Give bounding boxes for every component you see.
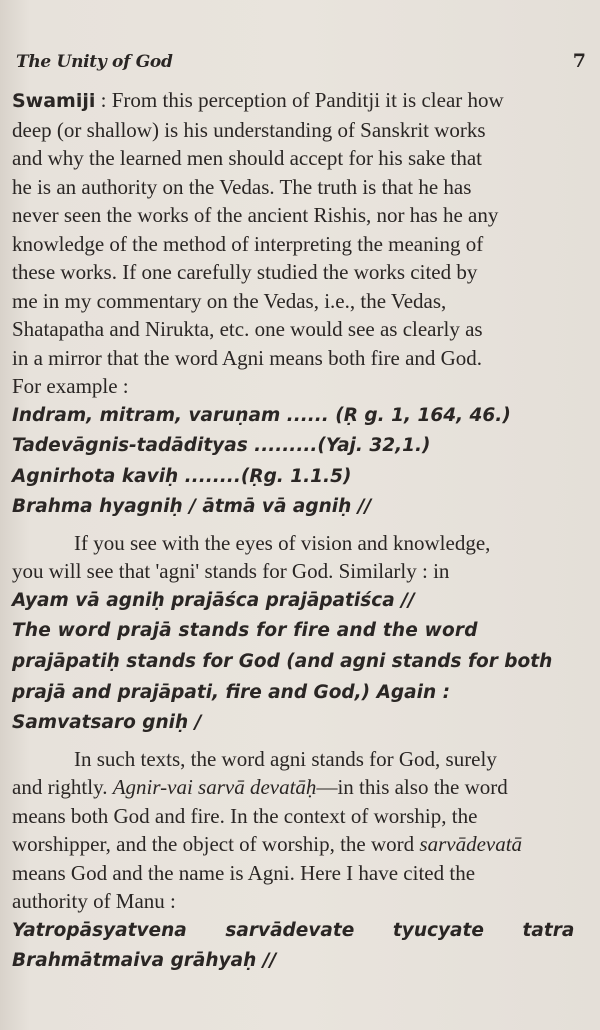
sanskrit-quote: Yatropāsyatvena sarvādevate tyucyate tatra [12, 919, 575, 941]
text-line: means both God and fire. In the context of worship, the [12, 803, 478, 828]
page-number: 7 [572, 50, 586, 72]
text-line: Swamiji : From this perception of Panditji it is clear how [12, 88, 504, 112]
inline-sanskrit: Agnir-vai sarvā devatāḥ [112, 775, 317, 800]
sanskrit-quotes-1 [12, 401, 586, 523]
text-line: and rightly. Agnir-vai sarvā devatāḥ—in this also the word [12, 775, 508, 800]
text-line: me in my commentary on the Vedas, i.e., the Vedas, [12, 288, 447, 313]
text-line: Shatapatha and Nirukta, etc. one would see as clearly as [12, 317, 483, 341]
running-title: The Unity of God [16, 52, 173, 72]
sanskrit-quote: Samvatsaro gniḥ / [12, 712, 202, 734]
speaker-name: Swamiji [12, 90, 96, 112]
text-line: these works. If one carefully studied the works cited by [12, 260, 478, 284]
paragraph-vision [12, 529, 586, 586]
text-line: means God and the name is Agni. Here I have cited the [12, 860, 476, 885]
page-header [14, 52, 586, 80]
inline-sanskrit: sarvādevatā [419, 832, 523, 857]
sanskrit-quote: Agnirhota kaviḥ ........(Ṛg. 1.1.5) [12, 465, 352, 487]
text-line: authority of Manu : [12, 889, 176, 914]
text-line: never seen the works of the ancient Rishis, nor has he any [12, 203, 499, 227]
sanskrit-quote: Ayam vā agniḥ prajāśca prajāpatiśca // [12, 589, 415, 611]
sanskrit-quotes-3 [12, 916, 586, 977]
paragraph-swamiji [12, 86, 586, 401]
sanskrit-quote: prajāpatiḥ stands for God (and agni stands for both [12, 651, 553, 673]
text-line: you will see that 'agni' stands for God. Similarly : in [12, 559, 450, 584]
text-line: he is an authority on the Vedas. The truth is that he has [12, 174, 472, 199]
text-line: If you see with the eyes of vision and knowledge, [74, 530, 491, 555]
text-line: For example : [12, 374, 129, 398]
sanskrit-quote: Tadevāgnis-tadādityas .........(Yaj. 32,1.) [12, 435, 431, 457]
sanskrit-quote: The word prajā stands for fire and the word [12, 620, 478, 642]
sanskrit-quotes-2 [12, 586, 586, 739]
page-body [12, 86, 586, 977]
sanskrit-quote: Brahma hyagniḥ / ātmā vā agniḥ // [12, 496, 372, 518]
text-line: in a mirror that the word Agni means both fire and God. [12, 345, 483, 370]
paragraph-texts [12, 745, 586, 916]
sanskrit-quote: Indram, mitram, varuṇam ...... (Ṛ g. 1, 164, 46.) [12, 404, 511, 426]
text-line: knowledge of the method of interpreting the meaning of [12, 231, 484, 256]
text-line: and why the learned men should accept for his sake that [12, 146, 483, 170]
text-line: deep (or shallow) is his understanding of Sanskrit works [12, 117, 486, 142]
sanskrit-quote: prajā and prajāpati, fire and God,) Again : [12, 681, 450, 703]
text-line: In such texts, the word agni stands for God, surely [74, 746, 497, 771]
sanskrit-quote: Brahmātmaiva grāhyaḥ // [12, 950, 277, 972]
text-line: worshipper, and the object of worship, the word sarvādevatā [12, 832, 523, 857]
